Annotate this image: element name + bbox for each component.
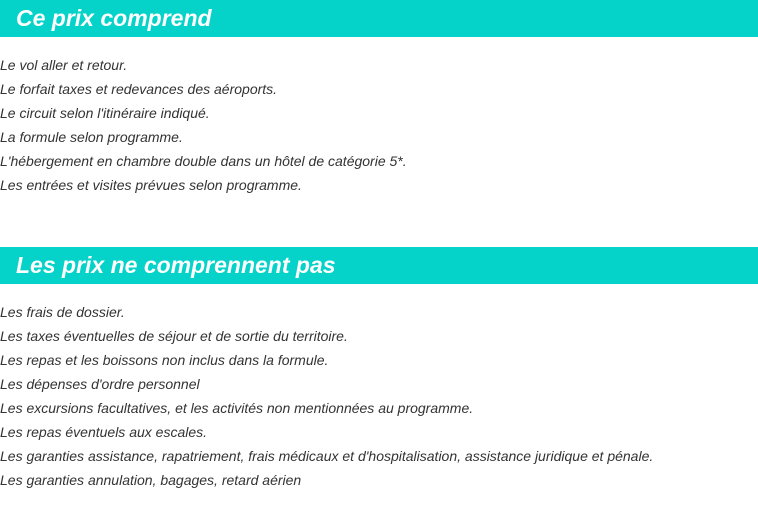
excluded-section-header	[0, 247, 758, 284]
excluded-item: Les frais de dossier.	[0, 304, 125, 320]
excluded-item: Les garanties annulation, bagages, retard aérien	[0, 472, 302, 488]
excluded-item: Les excursions facultatives, et les activités non mentionnées au programme.	[0, 400, 474, 416]
included-section-title: Ce prix comprend	[16, 5, 212, 31]
excluded-item: Les repas éventuels aux escales.	[0, 424, 208, 440]
excluded-item: Les taxes éventuelles de séjour et de sortie du territoire.	[0, 328, 348, 344]
included-item: Les entrées et visites prévues selon programme.	[0, 177, 302, 193]
included-item: L'hébergement en chambre double dans un hôtel de catégorie 5*.	[0, 153, 407, 169]
included-item: Le vol aller et retour.	[0, 57, 128, 73]
included-item: Le circuit selon l'itinéraire indiqué.	[0, 105, 210, 121]
excluded-items-list	[0, 300, 758, 492]
included-item: La formule selon programme.	[0, 129, 183, 145]
excluded-item: Les garanties assistance, rapatriement, frais médicaux et d'hospitalisation, assistance juridique et pénale.	[0, 448, 654, 464]
included-items-list	[0, 53, 758, 197]
excluded-item: Les dépenses d'ordre personnel	[0, 376, 200, 392]
excluded-item: Les repas et les boissons non inclus dans la formule.	[0, 352, 329, 368]
included-item: Le forfait taxes et redevances des aéroports.	[0, 81, 278, 97]
excluded-section-title: Les prix ne comprennent pas	[16, 252, 336, 278]
included-section-header	[0, 0, 758, 37]
